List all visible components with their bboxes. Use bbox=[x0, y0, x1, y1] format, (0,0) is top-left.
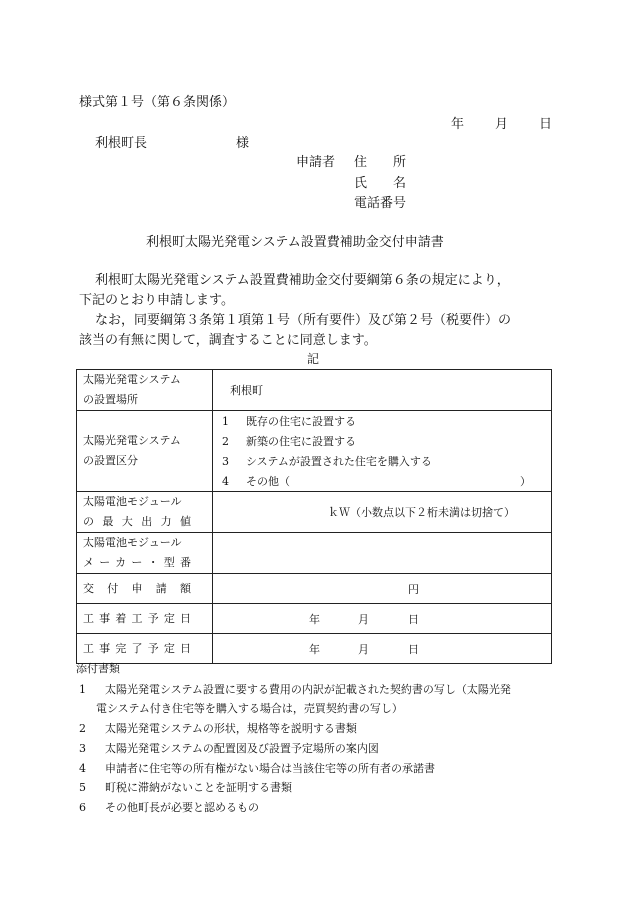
form-number: 様式第１号（第６条関係） bbox=[79, 95, 236, 110]
start-date-value[interactable]: 年 月 日 bbox=[213, 604, 552, 634]
start-date-label: 工事着工予定日 bbox=[77, 604, 213, 634]
end-date-label: 工事完了予定日 bbox=[77, 634, 213, 664]
application-table bbox=[76, 369, 552, 664]
row-location bbox=[77, 370, 552, 411]
category-options bbox=[213, 411, 552, 492]
date-month: 月 bbox=[495, 117, 509, 132]
applicant-phone-label: 電話番号 bbox=[354, 196, 407, 211]
max-output-value[interactable]: ｋＷ（小数点以下２桁未満は切捨て） bbox=[213, 492, 552, 533]
attachment-item-1: 1 太陽光発電システム設置に要する費用の内訳が記載された契約書の写し（太陽光発 bbox=[79, 683, 511, 696]
applicant-label: 申請者 bbox=[296, 155, 336, 170]
maker-label: 太陽電池モジュール メーカー・型番 bbox=[77, 533, 213, 574]
maker-value[interactable] bbox=[213, 533, 552, 574]
location-value[interactable]: 利根町 bbox=[213, 370, 552, 411]
row-amount bbox=[77, 574, 552, 604]
body-para1-line1: 利根町太陽光発電システム設置費補助金交付要綱第６条の規定により， bbox=[95, 273, 510, 288]
attachment-item-1-cont: 電システム付き住宅等を購入する場合は，売買契約書の写し） bbox=[96, 702, 403, 715]
attachment-item-5: 5 町税に滞納がないことを証明する書類 bbox=[79, 781, 292, 794]
date-year: 年 bbox=[451, 117, 465, 132]
applicant-name-label: 氏 名 bbox=[354, 176, 407, 191]
attachment-item-6: 6 その他町長が必要と認めるもの bbox=[79, 801, 259, 814]
applicant-address-label: 住 所 bbox=[354, 155, 407, 170]
category-option-2[interactable]: 2 新築の住宅に設置する bbox=[222, 434, 356, 448]
row-maker bbox=[77, 533, 552, 574]
row-start-date bbox=[77, 604, 552, 634]
row-end-date bbox=[77, 634, 552, 664]
body-para2-line1: なお，同要綱第３条第１項第１号（所有要件）及び第２号（税要件）の bbox=[95, 313, 512, 328]
date-day: 日 bbox=[539, 117, 553, 132]
addressee-name: 利根町長 bbox=[95, 136, 148, 151]
attachments-heading: 添付書類 bbox=[76, 662, 120, 675]
category-option-3[interactable]: 3 システムが設置された住宅を購入する bbox=[222, 454, 432, 468]
amount-label: 交付申請額 bbox=[77, 574, 213, 604]
end-date-value[interactable]: 年 月 日 bbox=[213, 634, 552, 664]
attachment-item-4: 4 申請者に住宅等の所有権がない場合は当該住宅等の所有者の承諾書 bbox=[79, 762, 435, 775]
row-max-output bbox=[77, 492, 552, 533]
attachment-item-2: 2 太陽光発電システムの形状，規格等を説明する書類 bbox=[79, 722, 357, 735]
amount-value[interactable]: 円 bbox=[213, 574, 552, 604]
body-para1-line2: 下記のとおり申請します。 bbox=[79, 293, 234, 308]
ki-heading: 記 bbox=[307, 352, 320, 366]
row-category bbox=[77, 411, 552, 492]
category-option-1[interactable]: 1 既存の住宅に設置する bbox=[222, 414, 356, 428]
addressee-honorific: 様 bbox=[236, 136, 250, 151]
document-title: 利根町太陽光発電システム設置費補助金交付申請書 bbox=[146, 235, 444, 250]
location-label: 太陽光発電システム の設置場所 bbox=[77, 370, 213, 411]
category-label: 太陽光発電システム の設置区分 bbox=[77, 411, 213, 492]
category-option-4[interactable]: 4 その他（ ） bbox=[222, 474, 531, 488]
max-output-label: 太陽電池モジュール の最大出力値 bbox=[77, 492, 213, 533]
body-para2-line2: 該当の有無に関して，調査することに同意します。 bbox=[79, 333, 377, 348]
attachment-item-3: 3 太陽光発電システムの配置図及び設置予定場所の案内図 bbox=[79, 742, 379, 755]
